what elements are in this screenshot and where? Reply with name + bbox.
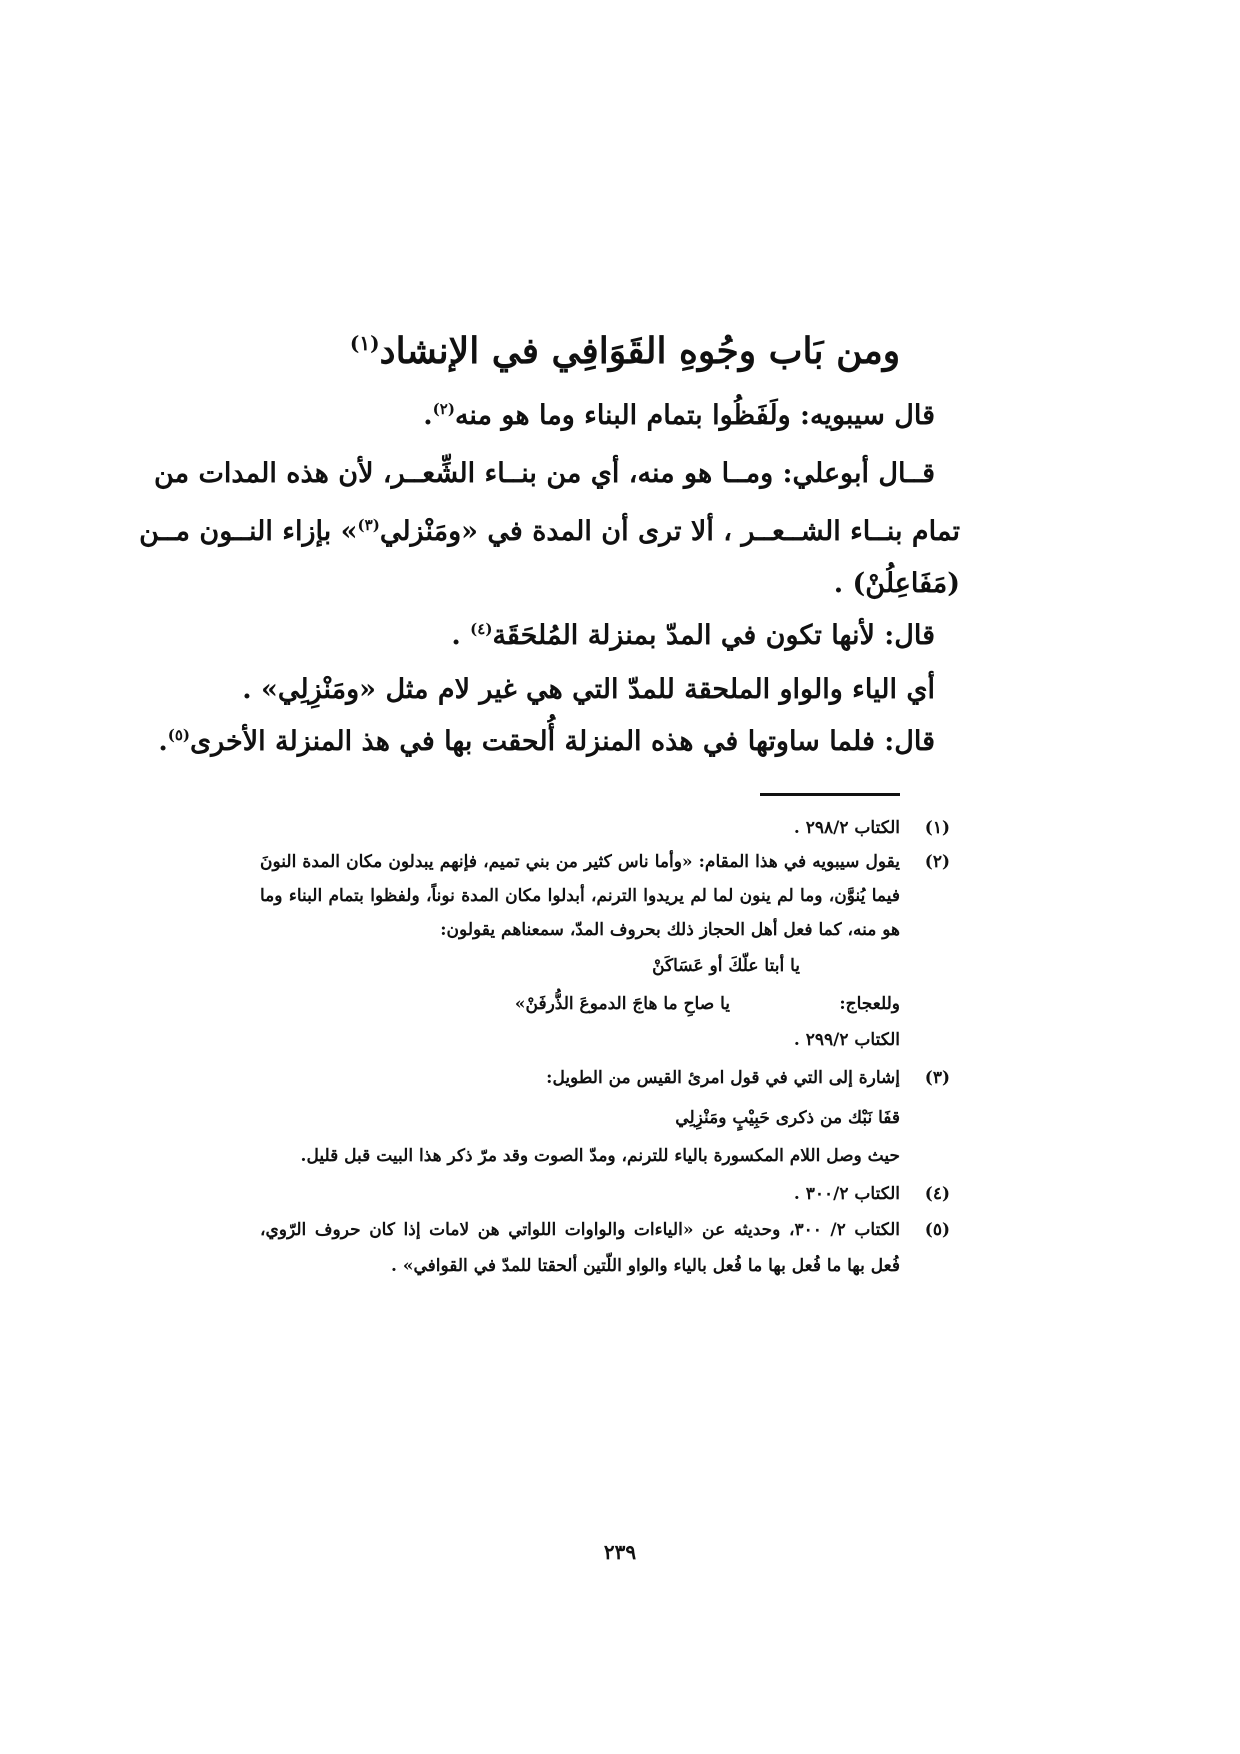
footnote-3-verse: قفَا نَبْك من ذكرى حَبِيْبٍ ومَنْزِلِي: [675, 1108, 900, 1128]
body-line-3: تمام بنــاء الشــعــر ، ألا ترى أن المدة في «ومَنْزلي$^{(٣)}$» بإزاء النــون مــن: [139, 516, 960, 547]
footnote-marker: (٤): [470, 620, 493, 638]
footnote-2-line-3: هو منه، كما فعل أهل الحجاز ذلك بحروف المدّ، سمعناهم يقولون:: [440, 920, 900, 940]
footnote-2-verse-1: يا أبتا علّكَ أو عَسَاكَنْ: [652, 956, 800, 976]
heading-footnote-marker: (١): [349, 331, 380, 355]
footnote-5-line-2: فُعل بها ما فُعل بها ما فُعل بالياء والواو اللّتين ألحقتا للمدّ في القوافي» .: [391, 1256, 900, 1276]
footnote-2-verse-label: وللعجاج:: [839, 994, 900, 1014]
page-number: ٢٣٩: [603, 1540, 637, 1564]
footnote-1: الكتاب ٢٩٨/٢ .: [793, 818, 900, 838]
footnote-number-1: (١): [924, 818, 950, 838]
footnote-marker: (٣): [357, 516, 380, 534]
footnote-3-line-2: حيث وصل اللام المكسورة بالياء للترنم، ومدّ الصوت وقد مرّ ذكر هذا البيت قبل قليل.: [300, 1146, 900, 1166]
footnote-4: الكتاب ٣٠٠/٢ .: [793, 1184, 900, 1204]
footnote-2-line-2: فيما يُنوَّن، وما لم ينون لما لم يريدوا الترنم، أبدلوا مكان المدة نوناً، ولفظوا بتمام البناء وما: [260, 886, 900, 906]
body-line-7: قال: فلما ساوتها في هذه المنزلة أُلحقت بها في هذ المنزلة الأخرى$^{(٥)}$.: [158, 726, 935, 757]
footnote-number-2: (٢): [924, 852, 950, 872]
heading-text: ومن بَاب وجُوهِ القَوَافِي في الإنشاد: [379, 330, 901, 372]
footnote-number-4: (٤): [924, 1184, 950, 1204]
body-line-5: قال: لأنها تكون في المدّ بمنزلة المُلحَقَة$^{(٤)}$ .: [451, 620, 935, 651]
footnote-number-5: (٥): [924, 1220, 950, 1240]
footnote-number-3: (٣): [924, 1068, 950, 1088]
body-line-1: قال سيبويه: ولَفَظُوا بتمام البناء وما هو منه$^{(٢)}$.: [423, 400, 935, 431]
footnote-3-line-1: إشارة إلى التي في قول امرئ القيس من الطويل:: [546, 1068, 900, 1088]
body-line-4: (مَفَاعِلُنْ) .: [833, 568, 960, 599]
footnote-marker: (٥): [167, 726, 191, 744]
body-line-6: أي الياء والواو الملحقة للمدّ التي هي غير لام مثل «ومَنْزِلِي» .: [242, 674, 935, 705]
footnote-separator: [760, 793, 900, 796]
body-line-2: قــال أبوعلي: ومــا هو منه، أي من بنــاء الشِّعــر، لأن هذه المدات من: [154, 458, 935, 489]
footnote-2-line-1: يقول سيبويه في هذا المقام: «وأما ناس كثير من بني تميم، فإنهم يبدلون مكان المدة النونَ: [260, 852, 900, 872]
footnote-2-verse-2: يا صاحِ ما هاجَ الدموعَ الذُّرفَنْ»: [514, 994, 730, 1014]
footnote-marker: (٢): [432, 400, 455, 418]
chapter-heading: [290, 330, 960, 372]
footnote-2-reference: الكتاب ٢٩٩/٢ .: [793, 1030, 900, 1050]
footnote-5-line-1: الكتاب ٢/ ٣٠٠، وحديثه عن «الياءات والواوات اللواتي هن لامات إذا كان حروف الرّوي،: [260, 1220, 900, 1240]
